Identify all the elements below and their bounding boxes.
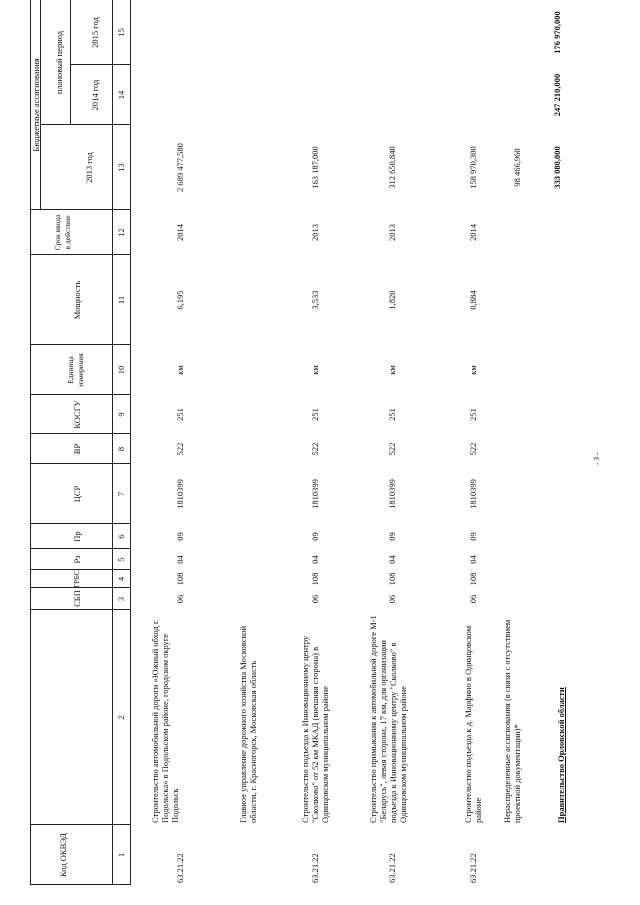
row-okved: 63.21.22 xyxy=(175,853,185,883)
row-csr: 1810399 xyxy=(468,479,478,509)
row-term: 2014 xyxy=(175,224,185,241)
header-budget-group: Бюджетные ассигнования xyxy=(31,58,41,152)
row-grbs: 108 xyxy=(175,572,185,586)
header-rz: Рз xyxy=(72,555,82,564)
colnum-8: 8 xyxy=(116,446,126,452)
row-capacity: 1,820 xyxy=(387,290,397,310)
header-grbs: ГРБС xyxy=(72,570,81,588)
header-pr: Пр xyxy=(72,531,82,542)
row-unit: км xyxy=(175,365,185,375)
row-term: 2014 xyxy=(468,224,478,241)
colnum-13: 13 xyxy=(116,163,126,172)
header-capacity: Мощность xyxy=(72,280,82,320)
header-sbp: СБП xyxy=(72,590,82,607)
page-number: - 3 - xyxy=(592,452,601,465)
row-vr: 522 xyxy=(175,442,185,456)
row-term: 2013 xyxy=(387,224,397,241)
colnum-10: 10 xyxy=(116,365,126,375)
row-name: Строительство подъезда к д. Марфино в Одинцовском районе xyxy=(463,625,483,823)
header-okved: Код ОКВЭД xyxy=(58,833,68,877)
row-name: Строительство подъезда к Инновационному центру "Сколково" от 52 км МКАД (внешняя сторона) в Одинцовском муниципальном районе xyxy=(300,635,330,823)
row-name: Строительство примыкания к автомобильной дороге М-1 "Беларусь", левая сторона, 17 км, для организации подъезда к Инновационному центру "Сколково" в Одинцовском муниципальном районе xyxy=(368,615,408,823)
colnum-5: 5 xyxy=(116,557,126,562)
row-pr: 09 xyxy=(387,532,397,541)
colnum-3: 3 xyxy=(116,596,126,602)
header-2015: 2015 год xyxy=(90,17,100,48)
row-capacity: 6,195 xyxy=(175,290,185,310)
row-okved: 63.21.22 xyxy=(310,853,320,883)
row-name: Строительство автомобильной дороги «Южный обход г. Подольска» в Подольском районе, городском округе Подольск xyxy=(150,619,180,823)
total-2014: 247 210,000 xyxy=(552,73,562,117)
row-unit: км xyxy=(468,365,478,375)
row-unit: км xyxy=(387,365,397,375)
row-vr: 522 xyxy=(468,442,478,456)
col-sep-1-2 xyxy=(30,824,130,825)
row-term: 2013 xyxy=(310,224,320,241)
header-unit: Единица измерения xyxy=(66,353,85,387)
header-csr: ЦСР xyxy=(72,485,82,503)
row-sbp: 06 xyxy=(387,594,397,604)
row-amount-2013: 312 650,840 xyxy=(387,146,397,189)
colnum-9: 9 xyxy=(116,412,126,417)
table-left-border xyxy=(30,884,130,885)
row-capacity: 0,884 xyxy=(468,290,478,310)
row-csr: 1810399 xyxy=(387,479,397,509)
row-amount-2013: 2 689 477,580 xyxy=(175,143,185,192)
row-unit: км xyxy=(310,365,320,375)
next-section-heading: Правительство Орловской области xyxy=(556,687,566,823)
header-2013: 2013 год xyxy=(84,152,94,183)
row-kosgu: 251 xyxy=(310,408,320,421)
colnum-2: 2 xyxy=(116,715,126,720)
row-pr: 09 xyxy=(175,532,185,541)
row-okved: 63.21.22 xyxy=(387,853,397,883)
header-kosgu: КОСГУ xyxy=(72,400,82,429)
header-vr: ВР xyxy=(72,443,82,455)
row-csr: 1810399 xyxy=(310,479,320,509)
row-name: Нераспределенные ассигнования (в связи с отсутствием проектной документации)* xyxy=(502,619,522,823)
row-sbp: 06 xyxy=(175,594,185,604)
col-sep-12-13 xyxy=(30,209,130,210)
colnum-14: 14 xyxy=(116,90,126,100)
row-vr: 522 xyxy=(310,442,320,456)
colnum-1: 1 xyxy=(116,852,126,858)
header-bottom-line xyxy=(112,0,113,885)
colnum-11: 11 xyxy=(116,295,126,305)
row-kosgu: 251 xyxy=(175,408,185,421)
total-2015: 176 970,000 xyxy=(552,11,562,54)
row-kosgu: 251 xyxy=(387,408,397,421)
row-okved: 63.21.22 xyxy=(468,853,478,883)
colnum-15: 15 xyxy=(116,28,126,37)
colnum-7: 7 xyxy=(116,491,126,497)
row-capacity: 3,533 xyxy=(310,290,320,310)
row-kosgu: 251 xyxy=(468,408,478,421)
col-sep-2-3 xyxy=(30,609,130,610)
row-sbp: 06 xyxy=(468,594,478,604)
row-grbs: 108 xyxy=(468,572,478,586)
colnum-12: 12 xyxy=(116,228,126,237)
row-amount-2013: 98 466,960 xyxy=(512,148,522,187)
row-rz: 04 xyxy=(468,555,478,564)
row-vr: 522 xyxy=(387,442,397,456)
row-pr: 09 xyxy=(310,532,320,541)
header-planned-period: плановый период xyxy=(54,30,64,95)
row-name: Главное управление дорожного хозяйства Московской области, г. Красногорск, Московская область xyxy=(238,625,258,823)
row-amount-2013: 163 187,000 xyxy=(310,146,320,189)
colnum-bottom-line xyxy=(130,0,131,885)
header-term: Срок ввода в действие xyxy=(53,214,72,251)
row-grbs: 108 xyxy=(310,572,320,586)
planned-period-line xyxy=(70,0,71,125)
colnum-6: 6 xyxy=(116,534,126,539)
header-2014: 2014 год xyxy=(90,79,100,111)
row-grbs: 108 xyxy=(387,572,397,586)
row-csr: 1810399 xyxy=(175,479,185,509)
row-rz: 04 xyxy=(310,555,320,564)
row-sbp: 06 xyxy=(310,594,320,604)
colnum-4: 4 xyxy=(116,576,126,582)
row-rz: 04 xyxy=(175,555,185,564)
row-rz: 04 xyxy=(387,555,397,564)
row-pr: 09 xyxy=(468,532,478,541)
total-2013: 333 080,000 xyxy=(552,146,562,189)
row-amount-2013: 158 970,300 xyxy=(468,146,478,189)
